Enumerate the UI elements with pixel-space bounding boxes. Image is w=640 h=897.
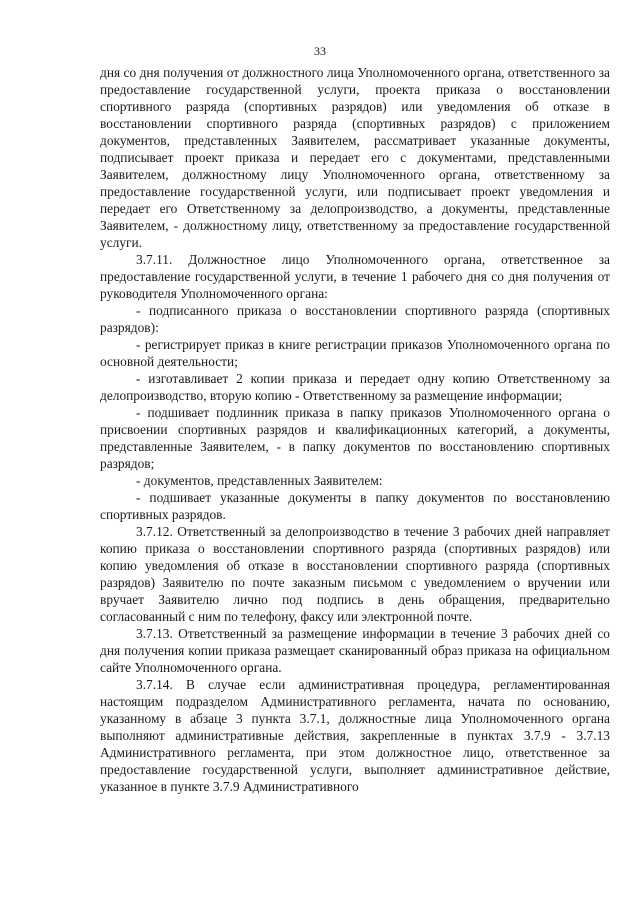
- list-item-file-documents: - подшивает указанные документы в папку документов по восстановлению спортивных разрядов.: [100, 490, 610, 522]
- paragraph-3-7-13: 3.7.13. Ответственный за размещение информации в течение 3 рабочих дней со дня получения копии приказа размещает сканированный образ приказа на официальном сайте Уполномоченного органа.: [100, 626, 610, 675]
- list-item-make-copies: - изготавливает 2 копии приказа и передает одну копию Ответственному за делопроизводство, вторую копию - Ответственному за размещение информации;: [100, 371, 610, 403]
- paragraph-3-7-14: 3.7.14. В случае если административная процедура, регламентированная настоящим подразделом Административного регламента, начата по основанию, указанному в абзаце 3 пункта 3.7.1, должностные лица Уполномоченного органа выполняют административные действия, закрепленные в пунктах 3.7.9 - 3.7.13 Административного регламента, при этом должностное лицо, ответственное за предоставление государственной услуги, выполняет административное действие, указанное в пункте 3.7.9 Административного: [100, 677, 610, 794]
- page-number: 33: [314, 44, 326, 58]
- list-item-applicant-documents: - документов, представленных Заявителем:: [136, 473, 383, 488]
- paragraph-3-7-11: 3.7.11. Должностное лицо Уполномоченного органа, ответственное за предоставление государственной услуги, в течение 1 рабочего дня со дня получения от руководителя Уполномоченного органа:: [100, 252, 610, 301]
- list-item-file-original: - подшивает подлинник приказа в папку приказов Уполномоченного органа о присвоении спортивных разрядов и квалификационных категорий, а документы, представленные Заявителем, - в папку документов по восстановлению спортивных разрядов;: [100, 405, 610, 471]
- document-body: [100, 64, 610, 795]
- list-item-signed-order: - подписанного приказа о восстановлении спортивного разряда (спортивных разрядов):: [100, 303, 610, 335]
- list-item-register-order: - регистрирует приказ в книге регистрации приказов Уполномоченного органа по основной деятельности;: [100, 337, 610, 369]
- paragraph-3-7-12: 3.7.12. Ответственный за делопроизводство в течение 3 рабочих дней направляет копию приказа о восстановлении спортивного разряда (спортивных разрядов) или копию уведомления об отказе в восстановлении спортивного разряда (спортивных разрядов) Заявителю по почте заказным письмом с уведомлением о вручении или вручает Заявителю лично под подпись в день обращения, предварительно согласованный с ним по телефону, факсу или электронной почте.: [100, 524, 610, 624]
- paragraph-continuation: дня со дня получения от должностного лица Уполномоченного органа, ответственного за предоставление государственной услуги, проекта приказа о восстановлении спортивного разряда (спортивных разрядов) или уведомления об отказе в восстановлении спортивного разряда (спортивных разрядов) с приложением документов, представленных Заявителем, рассматривает указанные документы, подписывает проект приказа и передает его с документами, представленными Заявителем, должностному лицу Уполномоченного органа, ответственному за предоставление государственной услуги, или подписывает проект уведомления и передает его Ответственному за делопроизводство, а документы, представленные Заявителем, - должностному лицу, ответственному за предоставление государственной услуги.: [100, 65, 610, 250]
